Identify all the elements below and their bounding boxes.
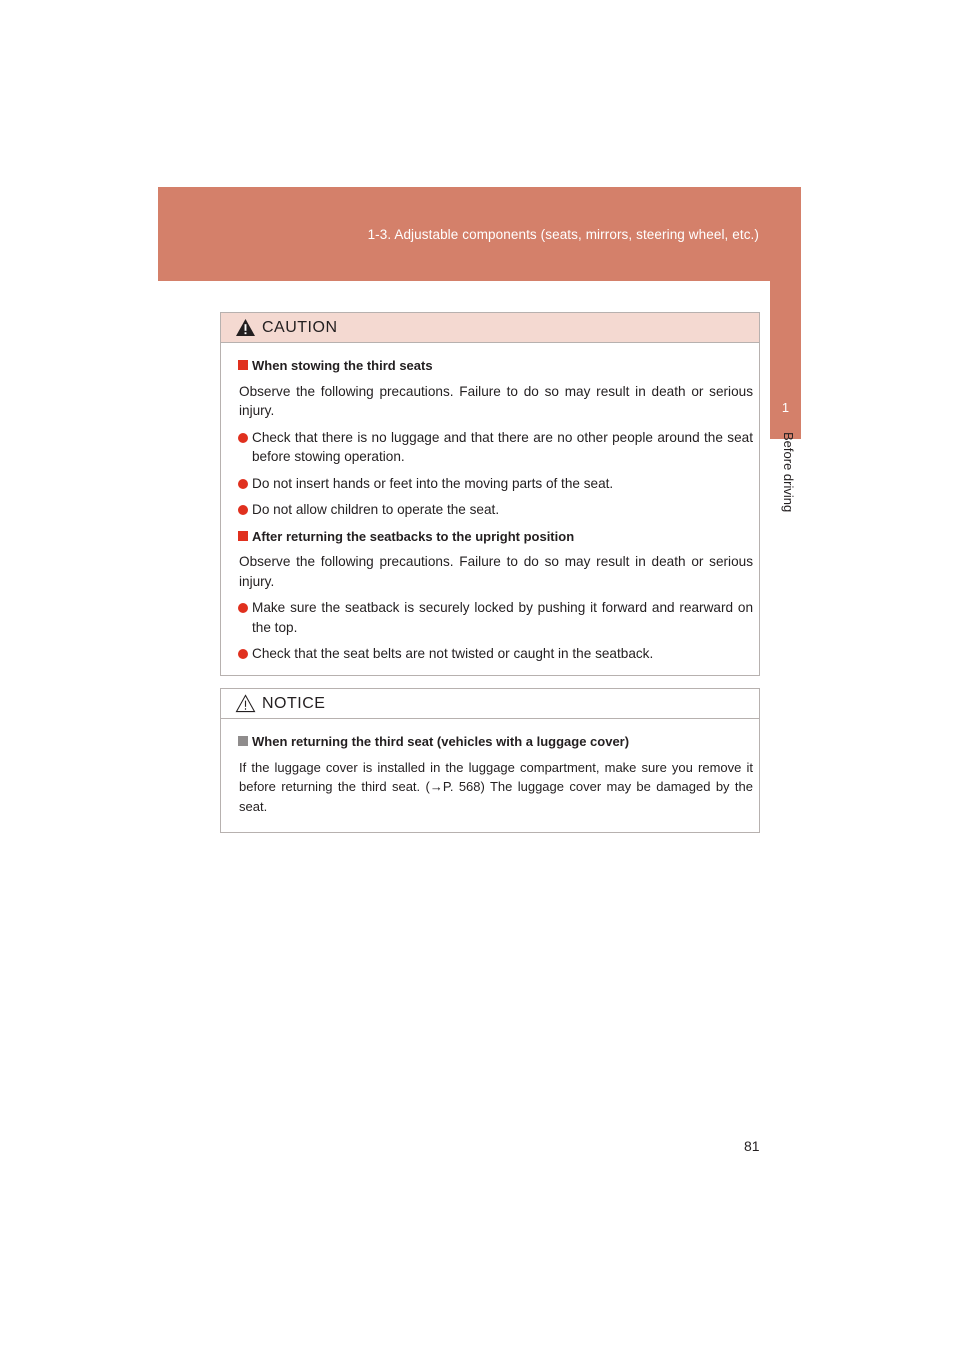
caution-title: CAUTION bbox=[262, 318, 338, 336]
square-bullet-icon bbox=[238, 531, 248, 541]
caution-heading-1: When stowing the third seats bbox=[238, 356, 753, 376]
bullet-dot-icon bbox=[238, 505, 248, 515]
square-bullet-icon bbox=[238, 736, 248, 746]
bullet-dot-icon bbox=[238, 649, 248, 659]
list-item: Make sure the seatback is securely locked by pushing it forward and rearward on the top. bbox=[238, 598, 753, 637]
chapter-label: Before driving bbox=[781, 432, 796, 513]
list-item: Check that there is no luggage and that there are no other people around the seat before stowing operation. bbox=[238, 428, 753, 467]
warning-triangle-filled-icon bbox=[235, 318, 256, 337]
chapter-tab bbox=[770, 187, 801, 439]
list-item: Do not allow children to operate the seat. bbox=[238, 500, 753, 520]
warning-triangle-outline-icon bbox=[235, 694, 256, 713]
notice-header bbox=[221, 689, 759, 719]
square-bullet-icon bbox=[238, 360, 248, 370]
caution-body bbox=[221, 343, 759, 664]
list-item: Check that the seat belts are not twisted or caught in the seatback. bbox=[238, 644, 753, 664]
section-header-band bbox=[158, 187, 801, 281]
caution-intro-1: Observe the following precautions. Failure to do so may result in death or serious injury. bbox=[239, 383, 753, 418]
bullet-dot-icon bbox=[238, 433, 248, 443]
bullet-dot-icon bbox=[238, 603, 248, 613]
caution-heading-2: After returning the seatbacks to the upright position bbox=[238, 527, 753, 547]
notice-box bbox=[220, 688, 760, 833]
caution-box bbox=[220, 312, 760, 676]
chapter-number: 1 bbox=[781, 400, 790, 415]
notice-heading: When returning the third seat (vehicles with a luggage cover) bbox=[238, 732, 753, 752]
caution-intro-2: Observe the following precautions. Failure to do so may result in death or serious injury. bbox=[239, 554, 753, 589]
list-item: Do not insert hands or feet into the moving parts of the seat. bbox=[238, 474, 753, 494]
caution-header bbox=[221, 313, 759, 343]
bullet-dot-icon bbox=[238, 479, 248, 489]
notice-title: NOTICE bbox=[262, 694, 326, 712]
notice-body bbox=[221, 719, 759, 816]
notice-text: If the luggage cover is installed in the luggage compartment, make sure you remove it before returning the third seat. (→P. 568) The luggage cover may be damaged by the seat. bbox=[239, 759, 753, 814]
page-number: 81 bbox=[744, 1138, 760, 1154]
section-title: 1-3. Adjustable components (seats, mirrors, steering wheel, etc.) bbox=[367, 227, 759, 242]
